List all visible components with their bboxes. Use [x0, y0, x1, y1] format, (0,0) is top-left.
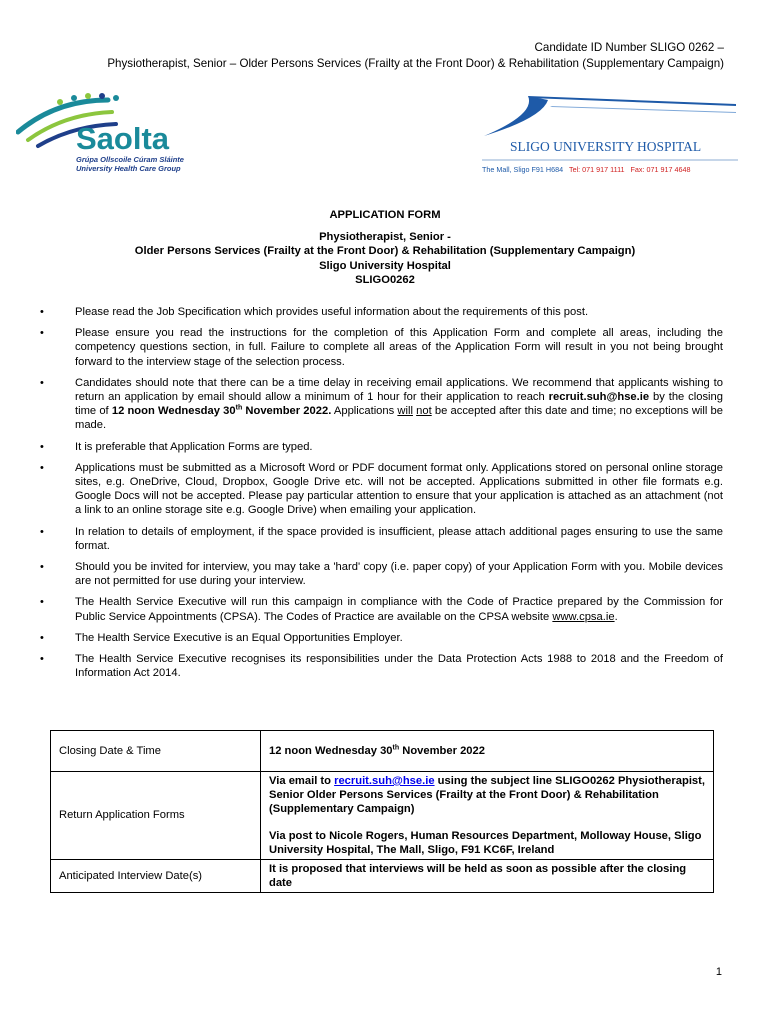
list-item: • Should you be invited for interview, you may take a 'hard' copy (i.e. paper copy) of your Application Form with you. Mobile devices are not permitted for use during your interview. — [40, 560, 723, 588]
service-title: Older Persons Services (Frailty at the Front Door) & Rehabilitation (Supplementary Campaign) — [134, 245, 636, 257]
email-address: recruit.suh@hse.ie — [548, 391, 650, 404]
form-title-block — [0, 208, 770, 288]
list-item: • Applications must be submitted as a Microsoft Word or PDF document format only. Applications stored on personal online storage sites, e.g. OneDrive, Cloud, Dropbox, Google Drive etc. will not be accepted. Applications submitted in other file formats e.g. Google Docs will not be accepted. Please pay particular attention to ensure that your application is attached as an attachment (not a link to an online storage site e.g. Google Drive) when emailing your application. — [40, 461, 723, 518]
list-item: • The Health Service Executive recognises its responsibilities under the Data Protection Acts 1988 to 2018 and the Freedom of Information Act 2014. — [40, 652, 723, 680]
cpsa-link[interactable]: www.cpsa.ie — [552, 610, 615, 623]
svg-text:University Health Care Group: University Health Care Group — [76, 164, 181, 173]
svg-text:Saolta: Saolta — [76, 121, 170, 156]
instructions-list — [40, 305, 723, 687]
list-item: • Please read the Job Specification which provides useful information about the requirements of this post. — [40, 305, 723, 319]
role-title: Physiotherapist, Senior - — [319, 230, 451, 243]
list-item: • The Health Service Executive will run this campaign in compliance with the Code of Practice prepared by the Commission for Public Service Appointments (CPSA). The Codes of Practice are available on the CPSA website www.cpsa.ie. — [40, 595, 723, 623]
interview-label: Anticipated Interview Date(s) — [51, 860, 261, 893]
return-label: Return Application Forms — [51, 772, 261, 860]
saolta-logo — [16, 92, 216, 178]
sligo-hospital-logo — [480, 92, 740, 178]
interview-value: It is proposed that interviews will be held as soon as possible after the closing date — [261, 860, 714, 893]
post-title-header: Physiotherapist, Senior – Older Persons Services (Frailty at the Front Door) & Rehabilitation (Supplementary Campaign) — [107, 57, 724, 70]
campaign-code: SLIGO0262 — [355, 274, 415, 286]
hospital-swoosh-icon — [484, 96, 736, 136]
table-row — [51, 772, 714, 860]
list-item: • Please ensure you read the instructions for the completion of this Application Form and complete all areas, including the competency questions section, in full. Failure to complete all areas of the Application Form will result in you not being brought forward to the interview stage of the selection process. — [40, 326, 723, 369]
list-item: • It is preferable that Application Forms are typed. — [40, 440, 723, 454]
return-email-link[interactable]: recruit.suh@hse.ie — [334, 775, 435, 787]
page-header — [107, 40, 724, 72]
hospital-title: Sligo University Hospital — [319, 259, 451, 272]
page-number: 1 — [715, 966, 722, 978]
closing-label: Closing Date & Time — [51, 731, 261, 772]
closing-value: 12 noon Wednesday 30th November 2022 — [261, 731, 714, 772]
svg-text:The Mall, Sligo F91 H684: The Mall, Sligo F91 H684 Tel: 071 917 1111 Fax: 071 917 4648 — [482, 165, 691, 174]
table-row — [51, 731, 714, 772]
deadline: 12 noon Wednesday 30th November 2022. — [111, 404, 332, 418]
candidate-id: Candidate ID Number SLIGO 0262 – — [534, 41, 724, 54]
form-title: APPLICATION FORM — [329, 209, 441, 221]
list-item: • Candidates should note that there can be a time delay in receiving email applications. We recommend that applicants wishing to return an application by email should allow a minimum of 1 hour for their application to reach recruit.suh@hse.ie by the closing time of 12 noon Wednesday 30th November 2022. Applications will not be accepted after this date and time; no exceptions will be made. — [40, 376, 723, 433]
return-value: Via email to recruit.suh@hse.ie using the subject line SLIGO0262 Physiotherapist, Senior Older Persons Services (Frailty at the Front Door) & Rehabilitation (Supplementary Campaign) Via post to Nicole Rogers, Human Resources Department, Molloway House, Sligo University Hospital, The Mall, Sligo, F91 KC6F, Ireland — [261, 772, 714, 860]
list-item: • The Health Service Executive is an Equal Opportunities Employer. — [40, 631, 723, 645]
table-row — [51, 860, 714, 893]
key-info-table — [50, 730, 714, 893]
list-item: • In relation to details of employment, if the space provided is insufficient, please attach additional pages ensuring to use the same format. — [40, 525, 723, 553]
svg-text:SLIGO UNIVERSITY HOSPITAL: SLIGO UNIVERSITY HOSPITAL — [510, 139, 702, 154]
svg-text:Grúpa Ollscoile Cúram Sláinte: Grúpa Ollscoile Cúram Sláinte — [76, 155, 184, 164]
